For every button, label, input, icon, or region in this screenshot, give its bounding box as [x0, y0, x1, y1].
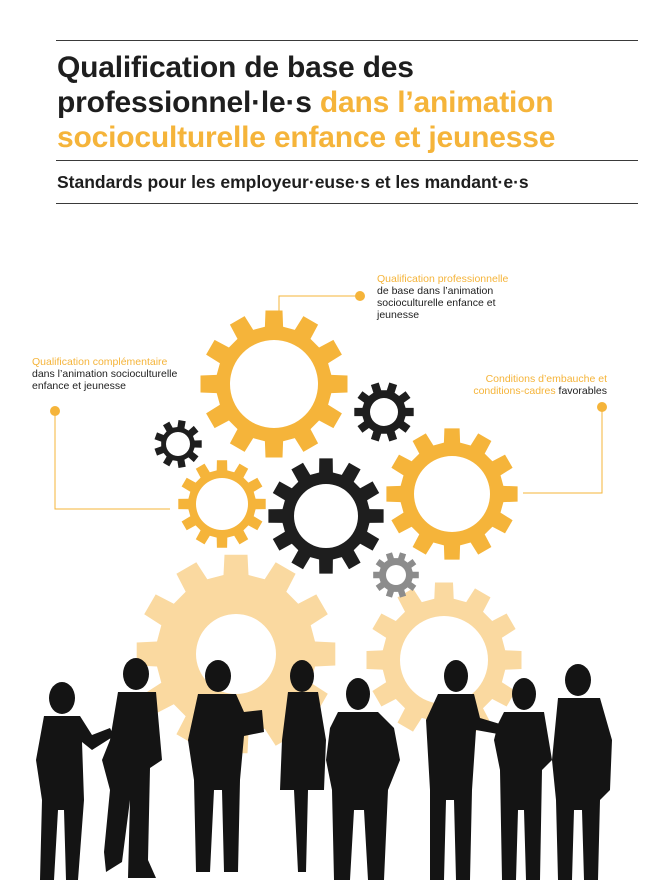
- connector-top: [279, 296, 356, 327]
- gear-icon: [354, 383, 413, 442]
- gear-icon: [178, 460, 265, 547]
- callout-right-highlight2: conditions-cadres: [473, 385, 559, 397]
- gear-icon: [155, 420, 202, 468]
- callout-top-line1: de base dans l’animation: [377, 285, 494, 297]
- connector-right: [523, 407, 602, 493]
- person-silhouette: [326, 678, 400, 880]
- connector-right-dot: [597, 402, 607, 412]
- callout-right-highlight1: Conditions d’embauche et: [485, 373, 607, 385]
- person-silhouette: [494, 678, 552, 880]
- gear-icon: [201, 311, 348, 458]
- title-line2-accent: dans l’animation: [319, 86, 554, 119]
- callout-top-line3: jeunesse: [377, 309, 420, 321]
- callout-employment-conditions: [473, 373, 607, 397]
- callout-right-plain2: favorables: [558, 385, 607, 397]
- title-line2-dark: professionnel·le·s: [57, 86, 320, 119]
- title-line1: Qualification de base des: [57, 51, 414, 84]
- callout-professional-qualification: [377, 273, 508, 321]
- callout-complementary-qualification: [32, 356, 177, 392]
- callout-left-line1: dans l’animation socioculturelle: [32, 368, 178, 380]
- page-subtitle: Standards pour les employeur·euse·s et les mandant·e·s: [57, 172, 529, 192]
- callout-top-line2: socioculturelle enfance et: [377, 297, 496, 309]
- connector-left-dot: [50, 406, 60, 416]
- callout-left-line2: enfance et jeunesse: [32, 380, 126, 392]
- gear-icon: [268, 458, 383, 573]
- title-line3-accent: socioculturelle enfance et jeunesse: [57, 121, 556, 154]
- gear-icon: [386, 428, 517, 559]
- person-silhouette: [552, 664, 612, 880]
- connector-top-dot: [355, 291, 365, 301]
- callout-left-highlight: Qualification complémentaire: [32, 356, 168, 368]
- connector-left: [55, 411, 170, 509]
- callout-top-highlight: Qualification professionnelle: [377, 273, 509, 285]
- person-silhouette: [36, 682, 114, 880]
